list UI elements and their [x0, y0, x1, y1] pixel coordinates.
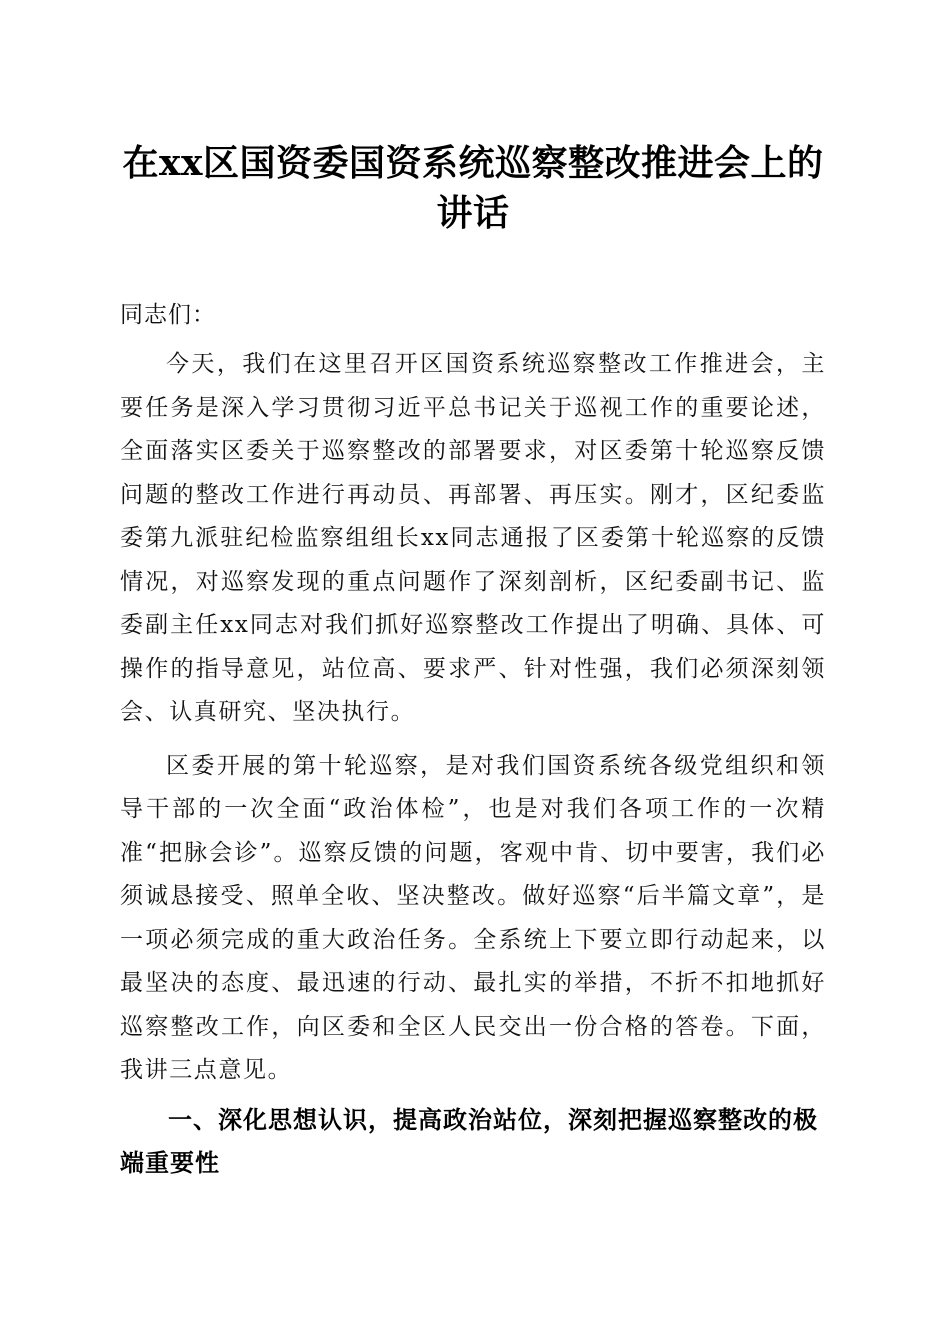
body-paragraph-2: 区委开展的第十轮巡察，是对我们国资系统各级党组织和领导干部的一次全面“政治体检”，也是对我们各项工作的一次精准“把脉会诊”。巡察反馈的问题，客观中肯、切中要害，我们必须诚恳接受、照单全收、坚决整改。做好巡察“后半篇文章”，是一项必须完成的重大政治任务。全系统上下要立即行动起来，以最坚决的态度、最迅速的行动、最扎实的举措，不折不扣地抓好巡察整改工作，向区委和全区人民交出一份合格的答卷。下面，我讲三点意见。	[120, 752, 826, 1083]
salutation: 同志们：	[120, 302, 216, 328]
title-line-2: 讲话	[436, 192, 510, 234]
document-title	[120, 138, 826, 238]
title-line-1: 在xx区国资委国资系统巡察整改推进会上的	[122, 142, 824, 184]
section-heading-1: 一、深化思想认识，提高政治站位，深刻把握巡察整改的极端重要性	[120, 1105, 818, 1177]
body-paragraph-1: 今天，我们在这里召开区国资系统巡察整改工作推进会，主要任务是深入学习贯彻习近平总书记关于巡视工作的重要论述，全面落实区委关于巡察整改的部署要求，对区委第十轮巡察反馈问题的整改工作进行再动员、再部署、再压实。刚才，区纪委监委第九派驻纪检监察组组长xx同志通报了区委第十轮巡察的反馈情况，对巡察发现的重点问题作了深刻剖析，区纪委副书记、监委副主任xx同志对我们抓好巡察整改工作提出了明确、具体、可操作的指导意见，站位高、要求严、针对性强，我们必须深刻领会、认真研究、坚决执行。	[120, 351, 826, 725]
